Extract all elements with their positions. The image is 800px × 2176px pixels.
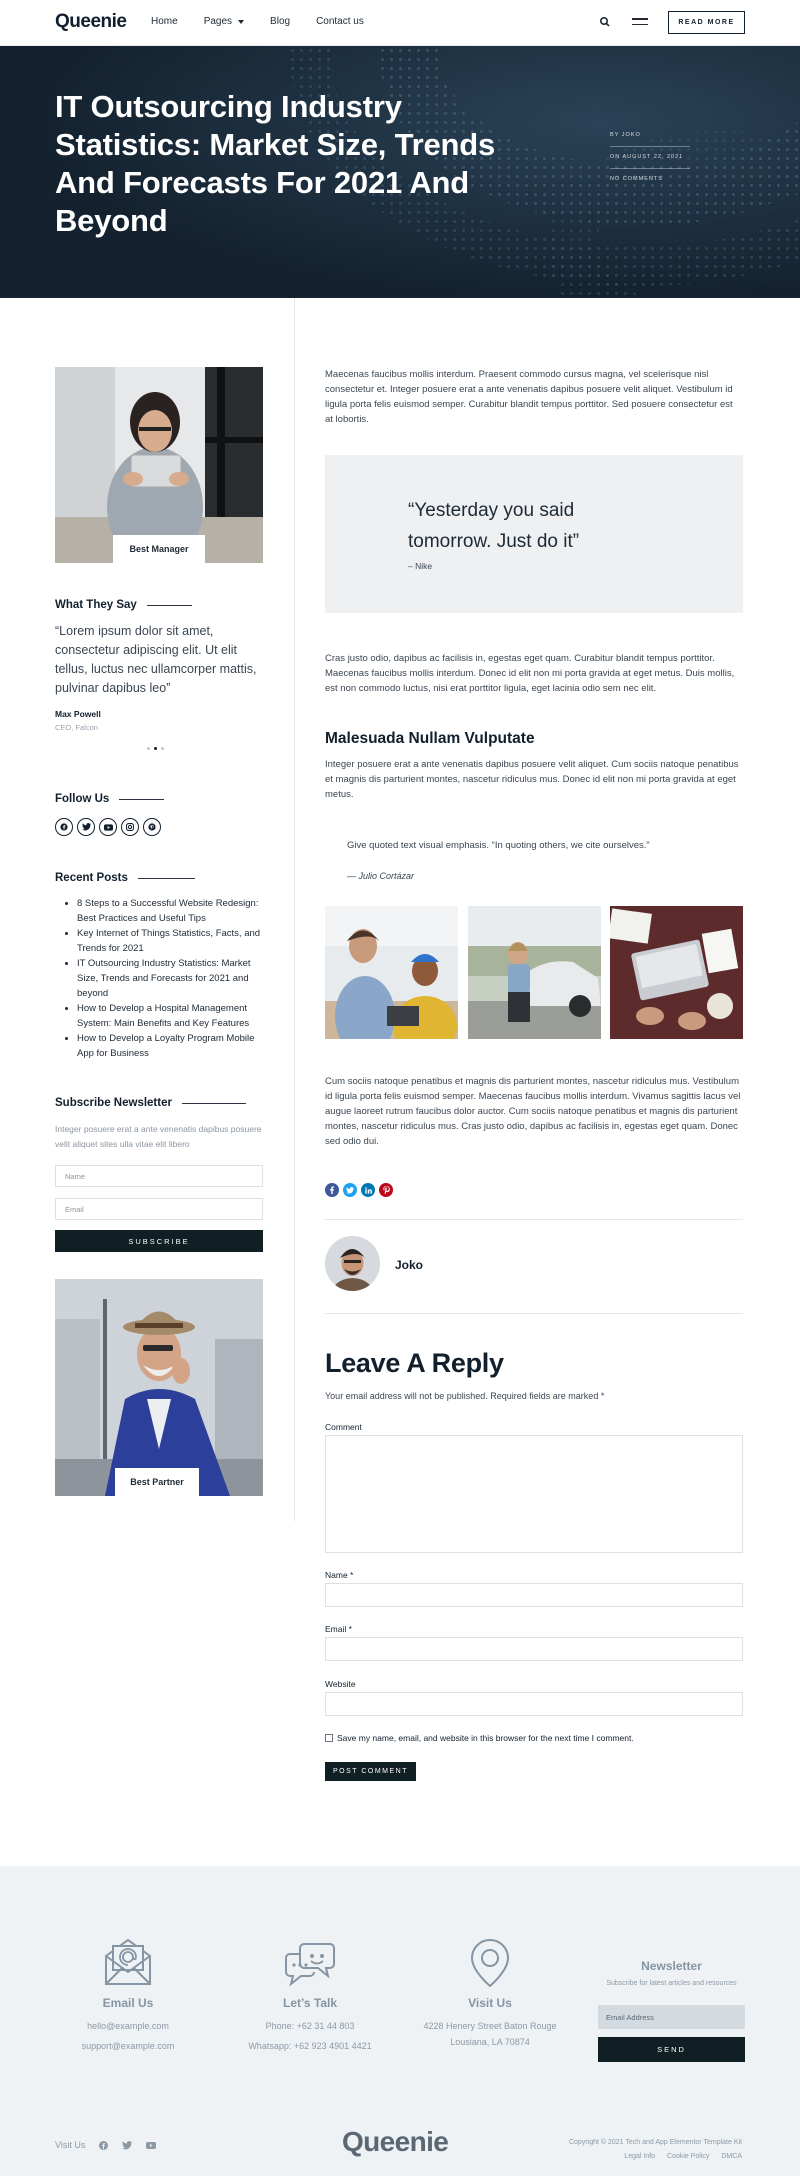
reply-title: Leave A Reply: [325, 1348, 504, 1378]
blockquote-text: Give quoted text visual emphasis. “In quoting others, we cite ourselves.”: [347, 840, 650, 851]
footer-visit: [390, 1936, 590, 2050]
nav-pages[interactable]: [204, 16, 244, 27]
search-icon[interactable]: [599, 16, 611, 28]
manager-image: [55, 367, 263, 563]
carousel-dot-active[interactable]: [154, 747, 157, 750]
photo-caption: Best Manager: [113, 535, 205, 563]
footer-email: [28, 1936, 228, 2054]
footer-email-link[interactable]: support@example.com: [81, 2041, 175, 2051]
nav-links: [151, 16, 390, 27]
post-comments-count[interactable]: NO COMMENTS: [610, 176, 663, 182]
footer-copyright-block: [569, 2136, 742, 2164]
article-paragraph: Cras justo odio, dapibus ac facilisis in, egestas eget quam. Curabitur blandit tempus porttitor. Maecenas faucibus mollis interdum. Donec id elit non mi porta gravida at eget metus. Duis mollis, est non commodo luctus, nisi erat porttitor ligula, eget lacinia odio sem nec elit.: [325, 653, 735, 694]
follow-title: [55, 793, 164, 805]
nav-blog[interactable]: Blog: [270, 16, 291, 27]
hamburger-menu-icon[interactable]: [632, 18, 648, 27]
carousel-dot[interactable]: [161, 747, 164, 750]
sidebar-social-links: [55, 818, 161, 836]
title-divider: [119, 799, 164, 800]
facebook-icon[interactable]: [55, 818, 73, 836]
website-input[interactable]: [325, 1692, 743, 1716]
map-pin-icon: [464, 1936, 516, 1988]
title-divider: [182, 1103, 246, 1104]
gallery-image-car[interactable]: [468, 906, 601, 1039]
newsletter-email-input[interactable]: Email: [55, 1198, 263, 1220]
pull-quote-text: “Yesterday you said tomorrow. Just do it”: [408, 500, 580, 552]
youtube-icon[interactable]: [99, 818, 117, 836]
share-links: [325, 1183, 393, 1197]
nav-pages-label: Pages: [203, 16, 233, 27]
nav-home[interactable]: Home: [151, 16, 178, 27]
article-paragraph: Integer posuere erat a ante venenatis dapibus posuere velit aliquet. Cum sociis natoque penatibus et magnis dis parturient montes, nascetur ridiculus mus. Donec id elit non mi porta gravida at eget metus.: [325, 759, 739, 800]
twitter-icon[interactable]: [343, 1183, 357, 1197]
footer-talk: [210, 1936, 410, 2054]
instagram-icon[interactable]: [121, 818, 139, 836]
partner-image: [55, 1279, 263, 1496]
recent-post-link[interactable]: • Key Internet of Things Statistics, Facts, and Trends for 2021: [77, 926, 266, 956]
footer-link-dmca[interactable]: DMCA: [721, 2153, 742, 2160]
newsletter-title: [55, 1097, 246, 1109]
email-label: Email *: [325, 1624, 352, 1634]
carousel-dot[interactable]: [147, 747, 150, 750]
testimonial-name: Max Powell: [55, 709, 101, 719]
reply-note: Your email address will not be published. Required fields are marked *: [325, 1391, 605, 1401]
author-name[interactable]: Joko: [395, 1258, 424, 1272]
footer-link-legal[interactable]: Legal Info: [624, 2153, 656, 2160]
footer-whatsapp[interactable]: Whatsapp: +62 923 4901 4421: [248, 2041, 372, 2051]
blockquote-cite: — Julio Cortázar: [347, 871, 415, 881]
recent-post-link[interactable]: • IT Outsourcing Industry Statistics: Market Size, Trends and Forecasts for 2021 and beyond: [77, 956, 266, 1001]
follow-title-text: Follow Us: [55, 793, 110, 805]
newsletter-name-input[interactable]: Name: [55, 1165, 263, 1187]
pull-quote-author: – Nike: [408, 561, 433, 571]
footer-newsletter-subtitle: Subscribe for latest articles and resources: [606, 1980, 737, 1987]
facebook-icon[interactable]: [99, 2141, 108, 2150]
linkedin-icon[interactable]: [361, 1183, 375, 1197]
author-avatar[interactable]: [325, 1236, 380, 1291]
comment-label: Comment: [325, 1422, 362, 1432]
twitter-icon[interactable]: [77, 818, 95, 836]
post-meta: [610, 132, 690, 197]
name-label: Name *: [325, 1570, 354, 1580]
website-label: Website: [325, 1679, 356, 1689]
name-input[interactable]: [325, 1583, 743, 1607]
post-author[interactable]: BY JOKO: [610, 132, 690, 147]
footer-address-line: Lousiana, LA 70874: [450, 2037, 530, 2047]
carousel-dots: [147, 747, 164, 750]
newsletter-description: Integer posuere erat a ante venenatis dapibus posuere velit aliquet sites ulla vitae elit libero: [55, 1124, 262, 1149]
read-more-button[interactable]: READ MORE: [668, 11, 745, 34]
footer-logo[interactable]: Queenie: [342, 2126, 449, 2157]
footer-copyright: Copyright © 2021 Tech and App Elementor Template Kit: [568, 2139, 742, 2146]
footer-newsletter-title: Newsletter: [641, 1959, 702, 1973]
save-info-label: Save my name, email, and website in this browser for the next time I comment.: [337, 1733, 634, 1743]
subscribe-button[interactable]: SUBSCRIBE: [55, 1230, 263, 1252]
partner-photo: [55, 1279, 263, 1496]
sidebar-divider: [294, 298, 295, 1521]
post-title: IT Outsourcing Industry Statistics: Market Size, Trends And Forecasts For 2021 And Beyond: [55, 89, 496, 238]
footer-visit-title: Visit Us: [468, 1996, 512, 2010]
youtube-icon[interactable]: [146, 2142, 156, 2149]
site-logo[interactable]: Queenie: [55, 11, 127, 32]
pinterest-icon[interactable]: [379, 1183, 393, 1197]
testimonial-quote: “Lorem ipsum dolor sit amet, consectetur adipiscing elit. Ut elit tellus, luctus nec ullamcorper mattis, pulvinar dapibus leo”: [55, 624, 257, 695]
title-divider: [147, 605, 192, 606]
save-info-checkbox[interactable]: [325, 1734, 333, 1742]
article-paragraph: Maecenas faucibus mollis interdum. Praesent commodo cursus magna, vel scelerisque nisl consectetur et. Integer posuere erat a ante venenatis dapibus posuere velit aliquet. Vestibulum id ligula porta felis euismod semper. Curabitur blandit tempus porttitor. Sed posuere consectetur est at lobortis.: [325, 369, 733, 425]
footer-send-button[interactable]: SEND: [598, 2037, 745, 2062]
footer-phone[interactable]: Phone: +62 31 44 803: [265, 2021, 355, 2031]
post-comment-button[interactable]: POST COMMENT: [325, 1762, 416, 1781]
testimonial-title: [55, 599, 192, 611]
gallery-image-team[interactable]: [325, 906, 458, 1039]
recent-posts-list: [66, 896, 266, 1061]
footer-link-cookie[interactable]: Cookie Policy: [667, 2153, 710, 2160]
comment-textarea[interactable]: [325, 1435, 743, 1553]
footer-address-line: 4228 Henery Street Baton Rouge: [423, 2021, 557, 2031]
footer-visit-label: Visit Us: [55, 2140, 86, 2150]
facebook-icon[interactable]: [325, 1183, 339, 1197]
twitter-icon[interactable]: [122, 2141, 132, 2150]
recent-post-link[interactable]: • How to Develop a Hospital Management System: Main Benefits and Key Features: [77, 1001, 266, 1031]
top-navbar: [0, 0, 800, 46]
nav-contact[interactable]: Contact us: [316, 16, 364, 27]
email-input[interactable]: [325, 1637, 743, 1661]
recent-posts-title: [55, 872, 195, 884]
save-info-row: [325, 1733, 634, 1743]
footer-email-title: Email Us: [102, 1996, 154, 2010]
article-subheading: Malesuada Nullam Vulputate: [325, 730, 535, 747]
recent-post-link[interactable]: • 8 Steps to a Successful Website Redesign: Best Practices and Useful Tips: [77, 896, 266, 926]
footer-email-input[interactable]: Email Address: [598, 2005, 745, 2029]
newsletter-title-text: Subscribe Newsletter: [55, 1097, 172, 1109]
footer-legal-links: [569, 2150, 742, 2164]
footer: [0, 1866, 800, 2176]
footer-talk-title: Let’s Talk: [282, 1996, 338, 2010]
hero-banner: [0, 46, 800, 298]
divider: [325, 1219, 743, 1220]
testimonial-title-text: What They Say: [55, 599, 137, 611]
chat-bubble-icon: [284, 1936, 336, 1988]
recent-post-link[interactable]: • How to Develop a Loyalty Program Mobile App for Business: [77, 1031, 266, 1061]
title-divider: [138, 878, 195, 879]
article-paragraph: Cum sociis natoque penatibus et magnis dis parturient montes, nascetur ridiculus mus. Vestibulum id ligula porta felis euismod semper. Maecenas faucibus mollis interdum. Vivamus sagittis lacus vel augue laoreet rutrum faucibus dolor auctor. Cum sociis natoque penatibus et magnis dis parturient montes, nascetur ridiculus mus. Cras justo odio, dapibus ac facilisis in, egestas eget quam. Donec sed odio dui.: [325, 1076, 741, 1147]
envelope-icon: [102, 1936, 154, 1988]
footer-email-link[interactable]: hello@example.com: [87, 2021, 169, 2031]
divider: [325, 1313, 743, 1314]
testimonial-role: CEO, Falcon: [55, 723, 98, 732]
chevron-down-icon: [238, 20, 244, 24]
manager-photo: [55, 367, 263, 563]
photo-caption: Best Partner: [115, 1468, 199, 1496]
post-date[interactable]: ON AUGUST 22, 2021: [610, 154, 690, 169]
pull-quote: [325, 455, 743, 613]
pinterest-icon[interactable]: [143, 818, 161, 836]
footer-social: [55, 2140, 156, 2150]
gallery-image-laptop[interactable]: [610, 906, 743, 1039]
recent-posts-title-text: Recent Posts: [55, 872, 128, 884]
